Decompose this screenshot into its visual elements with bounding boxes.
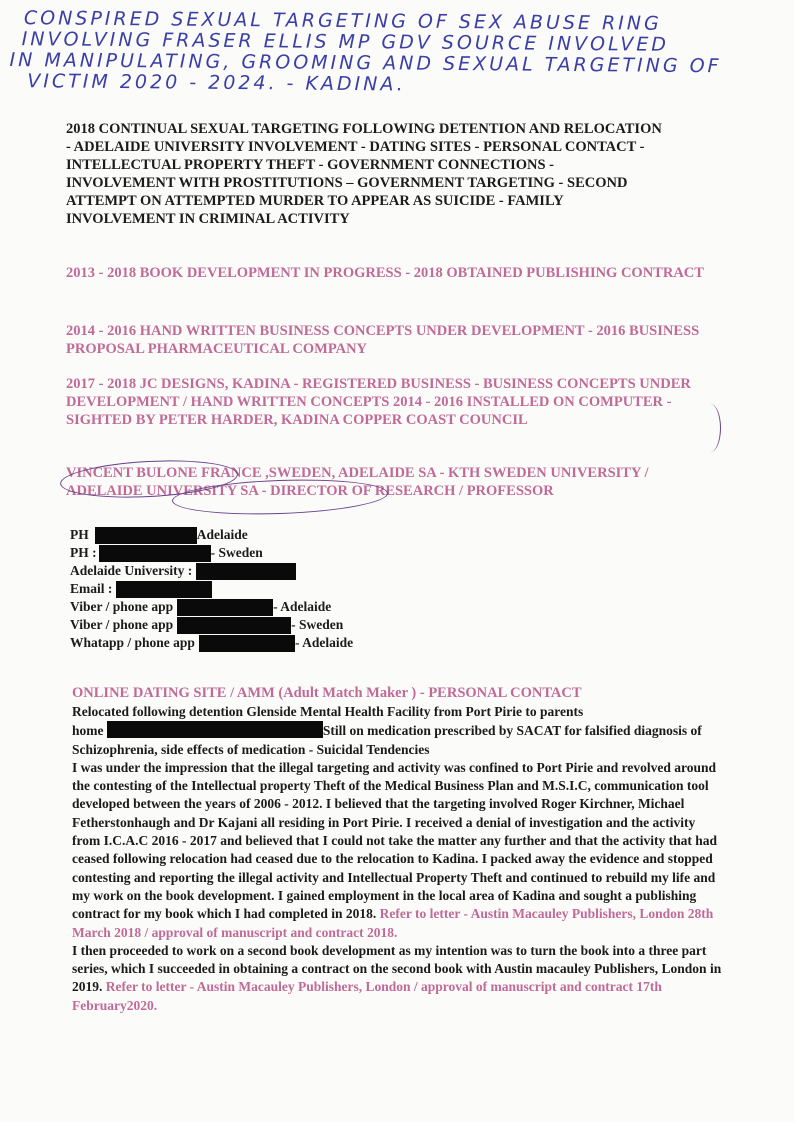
redaction-bar: [199, 635, 295, 652]
contact-row: [70, 598, 570, 616]
handwritten-note: [5, 8, 786, 99]
section-dating: ONLINE DATING SITE / AMM (Adult Match Maker ) - PERSONAL CONTACT: [72, 685, 582, 701]
contact-label: PH :: [70, 545, 97, 560]
body-line: Still on medication prescribed by SACAT for falsified diagnosis of Schizophrenia, side effects of medication - Suicidal Tendencies: [72, 723, 702, 757]
body-paragraph: [72, 721, 722, 759]
redaction-bar: [196, 563, 296, 580]
redaction-bar: [177, 599, 273, 616]
section-concepts: 2014 - 2016 HAND WRITTEN BUSINESS CONCEPTS UNDER DEVELOPMENT - 2016 BUSINESS PROPOSAL PHARMACEUTICAL COMPANY: [66, 323, 700, 357]
redaction-bar: [99, 545, 211, 562]
contact-row: [70, 634, 570, 652]
contact-label: Email :: [70, 581, 113, 596]
contact-label: Viber / phone app: [70, 599, 174, 614]
contact-suffix: - Sweden: [291, 617, 344, 632]
redaction-bar: [177, 617, 291, 634]
contact-suffix: - Adelaide: [294, 635, 354, 650]
intro-heading: 2018 CONTINUAL SEXUAL TARGETING FOLLOWING DETENTION AND RELOCATION - ADELAIDE UNIVERSITY INVOLVEMENT - DATING SITES - PERSONAL CONTACT - INTELLECTUAL PROPERTY THEFT - GOVERNMENT CONNECTIONS - INVOLVEMENT WITH PROSTITUTIONS – GOVERNMENT TARGETING - SECOND ATTEMPT ON ATTEMPTED MURDER TO APPEAR AS SUICIDE - FAMILY INVOLVEMENT IN CRIMINAL ACTIVITY: [66, 121, 662, 227]
contact-suffix: - Adelaide: [273, 599, 332, 614]
section-vincent: VINCENT BULONE FRANCE ,SWEDEN, ADELAIDE SA - KTH SWEDEN UNIVERSITY / ADELAIDE UNIVERSITY SA - DIRECTOR OF RESEARCH / PROFESSOR: [66, 465, 649, 499]
handwritten-line: CONSPIRED SEXUAL TARGETING OF SEX ABUSE RING: [23, 7, 662, 35]
redaction-bar: [95, 527, 197, 544]
contact-row: [70, 580, 570, 598]
body-paragraph: [72, 942, 722, 1015]
contact-label: Adelaide University :: [70, 563, 193, 578]
contact-label: PH: [70, 527, 89, 542]
home-label: home: [72, 723, 104, 739]
contact-label: Whatapp / phone app: [70, 635, 195, 650]
body-paragraph: [72, 759, 722, 942]
body-text-run: I then proceeded to work on a second book development as my intention was to turn the book into a three part series, which I succeeded in obtaining a contract on the second book with Austin macauley Publishers, London in 2019.: [72, 942, 722, 995]
contact-row: [70, 616, 570, 634]
body-line: Relocated following detention Glenside Mental Health Facility from Port Pirie to parents: [72, 704, 584, 719]
contact-suffix: - Sweden: [210, 545, 263, 560]
contact-row: [70, 526, 570, 544]
letter-reference: Refer to letter - Austin Macauley Publishers, London / approval of manuscript and contract 17th February2020.: [72, 979, 662, 1013]
section-jc-designs: 2017 - 2018 JC DESIGNS, KADINA - REGISTERED BUSINESS - BUSINESS CONCEPTS UNDER DEVELOPMENT / HAND WRITTEN CONCEPTS 2014 - 2016 INSTALLED ON COMPUTER - SIGHTED BY PETER HARDER, KADINA COPPER COAST COUNCIL: [66, 376, 691, 428]
body-text-run: I was under the impression that the illegal targeting and activity was confined to Port Pirie and revolved around the contesting of the Intellectual property Theft of the Medical Business Plan and M.S.I.C, communication tool developed between the years of 2006 - 2012. I believed that the targeting involved Roger Kirchner, Michael Fetherstonhaugh and Dr Kajani all residing in Port Pirie. I received a denial of investigation and the activity from I.C.A.C 2016 - 2017 and believed that I could not take the matter any further and that the activity that had ceased following relocation had ceased due to the relocation to Kadina. I packed away the evidence and stopped contesting and reporting the illegal activity and Intellectual Property Theft and continued to rebuild my life and my work on the book development. I gained employment in the local area of Kadina and sought a publishing contract for my book which I had completed in 2018.: [72, 759, 717, 922]
redaction-bar: [116, 581, 212, 598]
contact-row: [70, 544, 570, 562]
contact-list: [70, 526, 570, 652]
letter-reference: Refer to letter - Austin Macauley Publishers, London 28th March 2018 / approval of manuscript and contract 2018.: [72, 906, 714, 940]
handwritten-line: VICTIM 2020 - 2024. - KADINA.: [27, 70, 406, 96]
handwritten-line: INVOLVING FRASER ELLIS MP GDV SOURCE INVOLVED: [21, 28, 669, 56]
contact-suffix: Adelaide: [196, 527, 248, 542]
redaction-bar: [107, 721, 323, 738]
contact-label: Viber / phone app: [70, 617, 174, 632]
contact-row: [70, 562, 570, 580]
pen-bracket: [700, 404, 721, 452]
section-book: 2013 - 2018 BOOK DEVELOPMENT IN PROGRESS - 2018 OBTAINED PUBLISHING CONTRACT: [66, 265, 704, 281]
body-text: [72, 703, 722, 1015]
handwritten-line: IN MANIPULATING, GROOMING AND SEXUAL TARGETING OF: [9, 49, 722, 78]
